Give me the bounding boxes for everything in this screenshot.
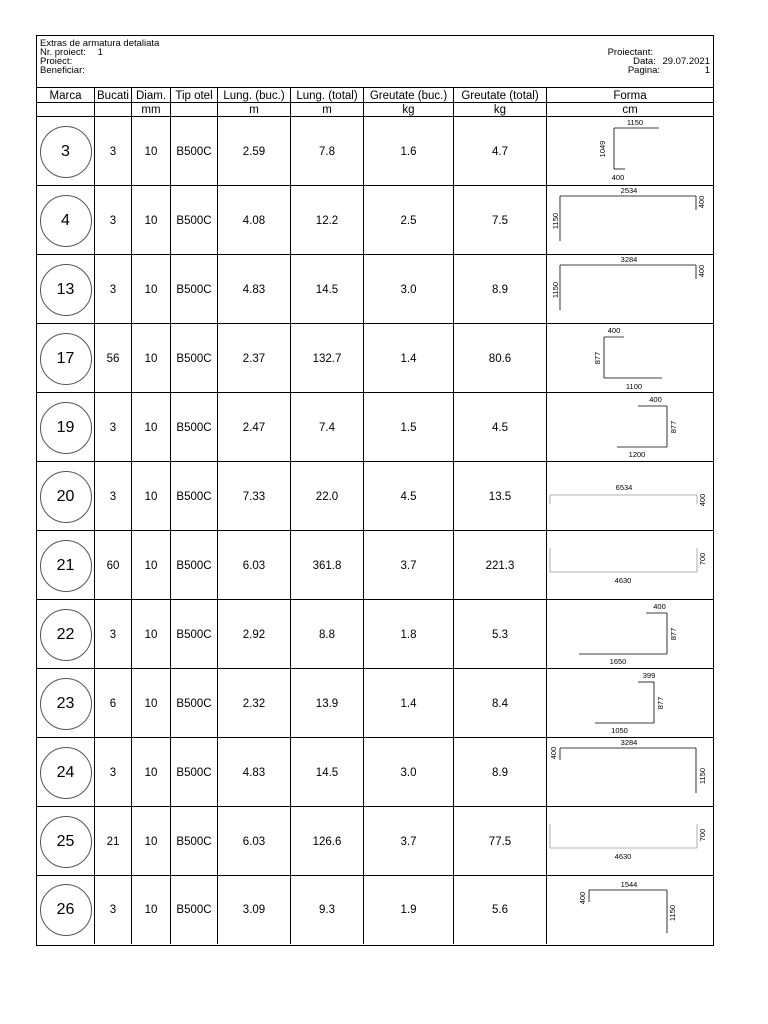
mark-number-circle: 20 xyxy=(40,471,92,523)
cell-length-per-piece xyxy=(217,117,290,186)
weight-total-value: 8.9 xyxy=(492,766,508,779)
cell-diameter xyxy=(131,600,170,669)
cell-length-total xyxy=(290,117,363,186)
unit-cell-bucati xyxy=(94,103,131,117)
shape-dimension-label: 1150 xyxy=(668,904,677,922)
cell-shape xyxy=(546,738,713,807)
cell-weight-total xyxy=(453,393,546,462)
unit-cell-shape: cm xyxy=(546,103,713,117)
bar-shape-drawing xyxy=(547,393,713,461)
cell-steel-type xyxy=(170,807,217,876)
cell-length-total xyxy=(290,669,363,738)
table-row xyxy=(37,254,713,324)
length-per-piece-value: 2.92 xyxy=(242,628,266,641)
table-row xyxy=(37,392,713,462)
bucati-value: 3 xyxy=(109,214,117,227)
cell-length-per-piece xyxy=(217,462,290,531)
table-row xyxy=(37,668,713,738)
mark-number-circle: 13 xyxy=(40,264,92,316)
cell-weight-total xyxy=(453,255,546,324)
weight-total-value: 4.5 xyxy=(492,421,508,434)
steel-type-value: B500C xyxy=(176,628,212,641)
length-per-piece-value: 7.33 xyxy=(242,490,266,503)
unit-cell-steel-type xyxy=(170,103,217,117)
mark-number-circle: 25 xyxy=(40,816,92,868)
cell-weight-per-piece xyxy=(363,531,453,600)
page-line xyxy=(628,66,710,76)
length-total-value: 7.8 xyxy=(319,145,335,158)
cell-diameter xyxy=(131,807,170,876)
cell-length-total xyxy=(290,462,363,531)
shape-dimension-label: 1544 xyxy=(620,880,638,889)
cell-diameter xyxy=(131,393,170,462)
diameter-value: 10 xyxy=(144,628,158,641)
steel-type-value: B500C xyxy=(176,283,212,296)
cell-weight-total xyxy=(453,807,546,876)
steel-type-value: B500C xyxy=(176,835,212,848)
reinforcement-schedule-sheet xyxy=(36,35,714,946)
shape-dimension-label: 400 xyxy=(611,173,625,182)
shape-dimension-label: 877 xyxy=(656,696,665,710)
shape-dimension-label: 2534 xyxy=(620,186,638,195)
shape-dimension-label: 400 xyxy=(653,602,666,611)
cell-marca xyxy=(37,117,94,186)
length-per-piece-value: 4.83 xyxy=(242,766,266,779)
cell-length-total xyxy=(290,324,363,393)
table-row xyxy=(37,323,713,393)
diameter-value: 10 xyxy=(144,766,158,779)
cell-weight-per-piece xyxy=(363,738,453,807)
shape-dimension-label: 1049 xyxy=(598,140,607,158)
steel-type-value: B500C xyxy=(176,697,212,710)
column-header-shape: Forma xyxy=(546,88,713,103)
shape-dimension-label: 400 xyxy=(698,493,707,507)
column-header-length-total: Lung. (total) xyxy=(290,88,363,103)
shape-dimension-label: 700 xyxy=(698,828,707,842)
weight-per-piece-value: 1.4 xyxy=(400,697,417,710)
weight-total-value: 8.9 xyxy=(492,283,508,296)
steel-type-value: B500C xyxy=(176,214,212,227)
cell-weight-per-piece xyxy=(363,807,453,876)
cell-weight-total xyxy=(453,531,546,600)
cell-length-total xyxy=(290,600,363,669)
bar-shape-drawing xyxy=(547,531,713,599)
cell-steel-type xyxy=(170,393,217,462)
document-title: Extras de armatura detaliata xyxy=(40,38,160,49)
cell-length-total xyxy=(290,738,363,807)
shape-dimension-label: 400 xyxy=(649,395,662,404)
unit-cell-length-per-piece: m xyxy=(217,103,290,117)
unit-header-row xyxy=(37,102,713,117)
diameter-value: 10 xyxy=(144,421,158,434)
weight-per-piece-value: 3.0 xyxy=(400,283,417,296)
cell-steel-type xyxy=(170,738,217,807)
column-header-weight-total: Greutate (total) xyxy=(453,88,546,103)
cell-shape xyxy=(546,324,713,393)
cell-steel-type xyxy=(170,600,217,669)
length-total-value: 13.9 xyxy=(315,697,339,710)
table-row xyxy=(37,185,713,255)
shape-dimension-label: 3284 xyxy=(620,738,638,747)
column-header-row xyxy=(37,87,713,103)
length-per-piece-value: 3.09 xyxy=(242,904,266,916)
length-per-piece-value: 2.47 xyxy=(242,421,266,434)
weight-per-piece-value: 3.7 xyxy=(400,559,417,572)
bar-shape-drawing xyxy=(547,807,713,875)
mark-number-circle: 3 xyxy=(40,126,92,178)
cell-bucati xyxy=(94,255,131,324)
weight-total-value: 80.6 xyxy=(488,352,512,365)
shape-dimension-label: 4630 xyxy=(614,852,632,861)
cell-weight-per-piece xyxy=(363,186,453,255)
weight-total-value: 221.3 xyxy=(485,559,515,572)
cell-length-per-piece xyxy=(217,876,290,944)
diameter-value: 10 xyxy=(144,214,158,227)
shape-dimension-label: 400 xyxy=(697,195,706,209)
cell-diameter xyxy=(131,255,170,324)
cell-weight-total xyxy=(453,117,546,186)
weight-total-value: 77.5 xyxy=(488,835,512,848)
cell-bucati xyxy=(94,738,131,807)
cell-steel-type xyxy=(170,531,217,600)
diameter-value: 10 xyxy=(144,904,158,916)
bar-shape-drawing xyxy=(547,462,713,530)
cell-diameter xyxy=(131,186,170,255)
length-per-piece-value: 4.83 xyxy=(242,283,266,296)
cell-shape xyxy=(546,462,713,531)
length-per-piece-value: 6.03 xyxy=(242,559,266,572)
cell-length-per-piece xyxy=(217,393,290,462)
mark-number-circle: 21 xyxy=(40,540,92,592)
diameter-value: 10 xyxy=(144,835,158,848)
diameter-value: 10 xyxy=(144,697,158,710)
length-per-piece-value: 4.08 xyxy=(242,214,266,227)
cell-weight-total xyxy=(453,462,546,531)
cell-weight-per-piece xyxy=(363,876,453,944)
steel-type-value: B500C xyxy=(176,421,212,434)
length-total-value: 14.5 xyxy=(315,766,339,779)
unit-cell-diameter: mm xyxy=(131,103,170,117)
steel-type-value: B500C xyxy=(176,490,212,503)
cell-shape xyxy=(546,876,713,944)
cell-weight-per-piece xyxy=(363,255,453,324)
bar-shape-drawing xyxy=(547,255,713,323)
mark-number-circle: 17 xyxy=(40,333,92,385)
bar-shape-drawing xyxy=(547,738,713,806)
shape-dimension-label: 877 xyxy=(669,627,678,641)
cell-length-per-piece xyxy=(217,738,290,807)
cell-bucati xyxy=(94,876,131,944)
length-per-piece-value: 2.32 xyxy=(242,697,266,710)
cell-weight-per-piece xyxy=(363,117,453,186)
steel-type-value: B500C xyxy=(176,145,212,158)
unit-cell-length-total: m xyxy=(290,103,363,117)
weight-total-value: 4.7 xyxy=(492,145,508,158)
bar-shape-drawing xyxy=(547,186,713,254)
steel-type-value: B500C xyxy=(176,904,212,916)
length-total-value: 132.7 xyxy=(312,352,342,365)
cell-steel-type xyxy=(170,186,217,255)
cell-shape xyxy=(546,669,713,738)
cell-length-total xyxy=(290,876,363,944)
cell-bucati xyxy=(94,807,131,876)
bar-shape-drawing xyxy=(547,600,713,668)
shape-dimension-label: 877 xyxy=(669,420,678,434)
column-header-weight-per-piece: Greutate (buc.) xyxy=(363,88,453,103)
cell-length-total xyxy=(290,186,363,255)
cell-diameter xyxy=(131,531,170,600)
shape-dimension-label: 1150 xyxy=(551,212,560,230)
length-total-value: 126.6 xyxy=(312,835,342,848)
steel-type-value: B500C xyxy=(176,352,212,365)
bucati-value: 3 xyxy=(109,421,117,434)
cell-marca xyxy=(37,462,94,531)
weight-per-piece-value: 1.5 xyxy=(400,421,417,434)
cell-marca xyxy=(37,807,94,876)
cell-diameter xyxy=(131,324,170,393)
diameter-value: 10 xyxy=(144,283,158,296)
table-row xyxy=(37,116,713,186)
steel-type-value: B500C xyxy=(176,559,212,572)
cell-weight-per-piece xyxy=(363,600,453,669)
bucati-value: 60 xyxy=(106,559,120,572)
cell-shape xyxy=(546,255,713,324)
project-number-label: Nr. proiect: xyxy=(40,47,86,58)
cell-marca xyxy=(37,669,94,738)
cell-weight-total xyxy=(453,600,546,669)
cell-marca xyxy=(37,324,94,393)
bucati-value: 56 xyxy=(106,352,120,365)
weight-per-piece-value: 4.5 xyxy=(400,490,417,503)
shape-dimension-label: 1050 xyxy=(611,726,628,735)
bar-shape-drawing xyxy=(547,324,713,392)
project-number-value: 1 xyxy=(97,47,103,58)
shape-dimension-label: 400 xyxy=(607,326,621,335)
cell-length-per-piece xyxy=(217,186,290,255)
bucati-value: 3 xyxy=(109,145,117,158)
shape-dimension-label: 6534 xyxy=(615,483,633,492)
cell-marca xyxy=(37,600,94,669)
cell-steel-type xyxy=(170,255,217,324)
shape-dimension-label: 400 xyxy=(578,891,587,905)
column-header-bucati: Bucati xyxy=(94,88,131,103)
cell-steel-type xyxy=(170,324,217,393)
cell-bucati xyxy=(94,324,131,393)
length-total-value: 14.5 xyxy=(315,283,339,296)
cell-length-per-piece xyxy=(217,669,290,738)
cell-length-per-piece xyxy=(217,531,290,600)
cell-weight-per-piece xyxy=(363,462,453,531)
cell-shape xyxy=(546,117,713,186)
bucati-value: 3 xyxy=(109,628,117,641)
shape-dimension-label: 400 xyxy=(697,264,706,278)
length-total-value: 12.2 xyxy=(315,214,339,227)
cell-diameter xyxy=(131,738,170,807)
weight-per-piece-value: 1.8 xyxy=(400,628,417,641)
weight-per-piece-value: 3.7 xyxy=(400,835,417,848)
cell-length-total xyxy=(290,255,363,324)
cell-length-per-piece xyxy=(217,807,290,876)
cell-length-total xyxy=(290,393,363,462)
bucati-value: 6 xyxy=(109,697,117,710)
cell-bucati xyxy=(94,462,131,531)
shape-dimension-label: 1150 xyxy=(626,118,644,127)
bucati-value: 3 xyxy=(109,283,117,296)
diameter-value: 10 xyxy=(144,352,158,365)
cell-marca xyxy=(37,186,94,255)
page-label: Pagina: xyxy=(627,65,661,76)
unit-cell-weight-per-piece: kg xyxy=(363,103,453,117)
cell-bucati xyxy=(94,531,131,600)
column-header-diameter: Diam. xyxy=(131,88,170,103)
mark-number-circle: 4 xyxy=(40,195,92,247)
length-per-piece-value: 2.59 xyxy=(242,145,266,158)
cell-weight-total xyxy=(453,669,546,738)
column-header-steel-type: Tip otel xyxy=(170,88,217,103)
cell-diameter xyxy=(131,669,170,738)
cell-shape xyxy=(546,531,713,600)
weight-total-value: 5.3 xyxy=(492,628,508,641)
cell-marca xyxy=(37,876,94,944)
date-value: 29.07.2021 xyxy=(662,56,710,67)
cell-length-per-piece xyxy=(217,324,290,393)
cell-marca xyxy=(37,531,94,600)
mark-number-circle: 24 xyxy=(40,747,92,799)
table-row xyxy=(37,461,713,531)
shape-dimension-label: 1100 xyxy=(625,382,643,391)
column-header-length-per-piece: Lung. (buc.) xyxy=(217,88,290,103)
column-header-marca: Marca xyxy=(49,89,82,102)
cell-bucati xyxy=(94,186,131,255)
cell-shape xyxy=(546,186,713,255)
cell-diameter xyxy=(131,876,170,944)
shape-dimension-label: 700 xyxy=(698,552,707,566)
shape-dimension-label: 4630 xyxy=(614,576,632,585)
cell-weight-per-piece xyxy=(363,669,453,738)
cell-marca xyxy=(37,738,94,807)
bucati-value: 3 xyxy=(109,766,117,779)
weight-total-value: 13.5 xyxy=(488,490,512,503)
table-row xyxy=(37,737,713,807)
cell-length-total xyxy=(290,807,363,876)
diameter-value: 10 xyxy=(144,490,158,503)
shape-dimension-label: 399 xyxy=(642,671,656,680)
cell-length-per-piece xyxy=(217,600,290,669)
length-per-piece-value: 6.03 xyxy=(242,835,266,848)
length-total-value: 361.8 xyxy=(312,559,342,572)
cell-bucati xyxy=(94,600,131,669)
weight-total-value: 7.5 xyxy=(492,214,508,227)
cell-shape xyxy=(546,807,713,876)
cell-weight-total xyxy=(453,876,546,944)
mark-number-circle: 23 xyxy=(40,678,92,730)
bucati-value: 3 xyxy=(109,490,117,503)
shape-dimension-label: 1650 xyxy=(609,657,627,666)
bar-shape-drawing xyxy=(547,669,713,737)
length-total-value: 7.4 xyxy=(319,421,335,434)
cell-weight-total xyxy=(453,738,546,807)
cell-steel-type xyxy=(170,669,217,738)
cell-length-total xyxy=(290,531,363,600)
length-per-piece-value: 2.37 xyxy=(242,352,266,365)
table-row xyxy=(37,599,713,669)
diameter-value: 10 xyxy=(144,145,158,158)
cell-steel-type xyxy=(170,462,217,531)
cell-diameter xyxy=(131,117,170,186)
unit-cell-marca xyxy=(37,103,94,117)
weight-per-piece-value: 1.4 xyxy=(400,352,417,365)
table-row xyxy=(37,875,713,944)
cell-steel-type xyxy=(170,117,217,186)
length-total-value: 9.3 xyxy=(319,904,335,916)
shape-dimension-label: 1200 xyxy=(628,450,646,459)
unit-cell-weight-total: kg xyxy=(453,103,546,117)
bar-shape-drawing xyxy=(547,117,713,185)
cell-bucati xyxy=(94,669,131,738)
length-total-value: 8.8 xyxy=(319,628,335,641)
diameter-value: 10 xyxy=(144,559,158,572)
cell-weight-per-piece xyxy=(363,324,453,393)
bar-shape-drawing xyxy=(547,876,713,944)
mark-number-circle: 22 xyxy=(40,609,92,661)
cell-marca xyxy=(37,393,94,462)
page-value: 1 xyxy=(704,65,710,76)
cell-weight-total xyxy=(453,324,546,393)
date-label: Data: xyxy=(633,56,656,67)
beneficiary-label: Beneficiar: xyxy=(40,65,85,76)
weight-per-piece-value: 1.6 xyxy=(400,145,417,158)
weight-total-value: 5.6 xyxy=(492,904,508,916)
table-row xyxy=(37,530,713,600)
weight-per-piece-value: 1.9 xyxy=(400,904,417,916)
weight-per-piece-value: 2.5 xyxy=(400,214,417,227)
shape-dimension-label: 1150 xyxy=(698,767,707,785)
weight-total-value: 8.4 xyxy=(492,697,508,710)
mark-number-circle: 19 xyxy=(40,402,92,454)
shape-dimension-label: 3284 xyxy=(620,255,638,264)
shape-dimension-label: 400 xyxy=(549,746,558,760)
designer-label: Proiectant: xyxy=(607,47,653,58)
bucati-value: 3 xyxy=(109,904,117,916)
cell-marca xyxy=(37,255,94,324)
cell-shape xyxy=(546,393,713,462)
length-total-value: 22.0 xyxy=(315,490,339,503)
cell-steel-type xyxy=(170,876,217,944)
cell-shape xyxy=(546,600,713,669)
cell-bucati xyxy=(94,393,131,462)
cell-length-per-piece xyxy=(217,255,290,324)
cell-bucati xyxy=(94,117,131,186)
table-row xyxy=(37,806,713,876)
weight-per-piece-value: 3.0 xyxy=(400,766,417,779)
cell-weight-per-piece xyxy=(363,393,453,462)
cell-diameter xyxy=(131,462,170,531)
steel-type-value: B500C xyxy=(176,766,212,779)
project-label: Proiect: xyxy=(40,56,73,67)
shape-dimension-label: 1150 xyxy=(551,281,560,299)
bucati-value: 21 xyxy=(106,835,120,848)
mark-number-circle: 26 xyxy=(40,884,92,936)
shape-dimension-label: 877 xyxy=(593,351,602,365)
cell-weight-total xyxy=(453,186,546,255)
